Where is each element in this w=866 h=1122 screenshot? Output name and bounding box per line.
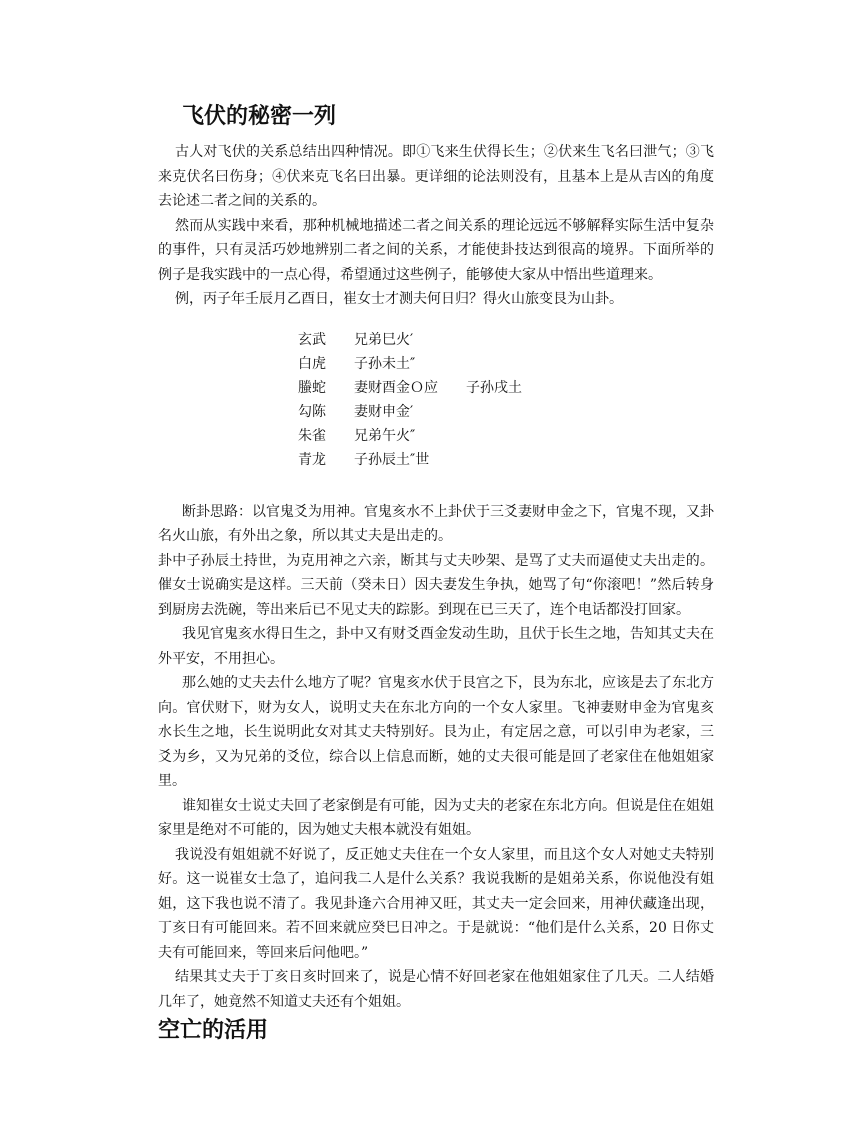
- hexagram-line: [298, 400, 714, 424]
- yao-label: 妻财申金′: [354, 403, 414, 420]
- six-god-label: 朱雀: [298, 427, 326, 444]
- paragraph-analysis-result: 结果其丈夫于丁亥日亥时回来了，说是心情不好回老家在他姐姐家住了几天。二人结婚几年了，她竟然不知道丈夫还有个姐姐。: [158, 969, 714, 1010]
- fushen-label: [466, 448, 586, 472]
- yao-label: 妻财酉金Ｏ应: [354, 379, 438, 396]
- paragraph-analysis-timing: 我说没有姐姐就不好说了，反正她丈夫住在一个女人家里，而且这个女人对她丈夫特别好。这一说崔女士急了，追问我二人是什么关系？我说我断的是姐弟关系，你说他没有姐姐，这下我也说不清了。我见卦逢六合用神又旺，其丈夫一定会回来，用神伏藏逢出现，丁亥日有可能回来。若不回来就应癸巳日冲之。于是就说：“他们是什么关系，20 日你丈夫有可能回来，等回来后问他吧。”: [158, 846, 714, 961]
- fushen-label: [466, 400, 586, 424]
- paragraph-intro: 古人对飞伏的关系总结出四种情况。即①飞来生伏得长生；②伏来生飞名曰泄气；③飞来克伏名曰伤身；④伏来克飞名曰出暴。更详细的论法则没有，且基本上是从吉凶的角度去论述二者之间的关系的。: [158, 144, 714, 209]
- hexagram-line: [298, 352, 714, 376]
- six-god-label: 白虎: [298, 355, 326, 372]
- fushen-label: [466, 328, 586, 352]
- paragraph-analysis-location: 那么她的丈夫去什么地方了呢？官鬼亥水伏于艮宫之下，艮为东北，应该是去了东北方向。官伏财下，财为女人，说明丈夫在东北方向的一个女人家里。飞神妻财申金为官鬼亥水长生之地，长生说明此女对其丈夫特别好。艮为止，有定居之意，可以引申为老家，三爻为乡，又为兄弟的爻位，综合以上信息而断，她的丈夫很可能是回了老家住在他姐姐家里。: [158, 675, 714, 789]
- yao-label: 兄弟午火″: [354, 427, 416, 444]
- spacer: [158, 472, 714, 500]
- six-god-label: 勾陈: [298, 403, 326, 420]
- paragraph-analysis-approach: 断卦思路：以官鬼爻为用神。官鬼亥水不上卦伏于三爻妻财申金之下，官鬼不现，又卦名火山旅，有外出之象，所以其丈夫是出走的。: [158, 503, 714, 544]
- fushen-label: [466, 352, 586, 376]
- fushen-label: 子孙戌土: [466, 379, 522, 396]
- six-god-label: 青龙: [298, 451, 326, 468]
- section-title-kongwang: 空亡的活用: [158, 1018, 269, 1043]
- paragraph-analysis-safety: 我见官鬼亥水得日生之，卦中又有财爻酉金发动生助，且伏于长生之地，告知其丈夫在外平安，不用担心。: [158, 626, 714, 667]
- hexagram-line: [298, 376, 714, 400]
- hexagram-line: [298, 328, 714, 352]
- paragraph-analysis-quarrel: 卦中子孙辰土持世，为克用神之六亲，断其与丈夫吵架、是骂了丈夫而逼使丈夫出走的。催女士说确实是这样。三天前（癸未日）因夫妻发生争执，她骂了句“你滚吧！”然后转身到厨房去洗碗，等出来后已不见丈夫的踪影。到现在已三天了，连个电话都没打回家。: [158, 552, 714, 618]
- six-god-label: 玄武: [298, 331, 326, 348]
- yao-label: 兄弟巳火′: [354, 331, 414, 348]
- yao-label: 子孙辰土″世: [354, 451, 430, 468]
- section-title-feifu: 飞伏的秘密一列: [182, 104, 337, 129]
- hexagram-table: [298, 328, 714, 472]
- paragraph-analysis-reply: 谁知崔女士说丈夫回了老家倒是有可能，因为丈夫的老家在东北方向。但说是住在姐姐家里是绝对不可能的，因为她丈夫根本就没有姐姐。: [158, 797, 714, 838]
- yao-label: 子孙未土″: [354, 355, 416, 372]
- fushen-label: [466, 424, 586, 448]
- document-content: [158, 102, 714, 1046]
- six-god-label: 螣蛇: [298, 379, 326, 396]
- hexagram-line: [298, 448, 714, 472]
- paragraph-practice: 然而从实践中来看，那种机械地描述二者之间关系的理论远远不够解释实际生活中复杂的事件，只有灵活巧妙地辨别二者之间的关系，才能使卦技达到很高的境界。下面所举的例子是我实践中的一点心得，希望通过这些例子，能够使大家从中悟出些道理来。: [158, 217, 714, 283]
- paragraph-example: 例，丙子年壬辰月乙酉日，崔女士才测夫何日归？得火山旅变艮为山卦。: [175, 291, 623, 307]
- hexagram-line: [298, 424, 714, 448]
